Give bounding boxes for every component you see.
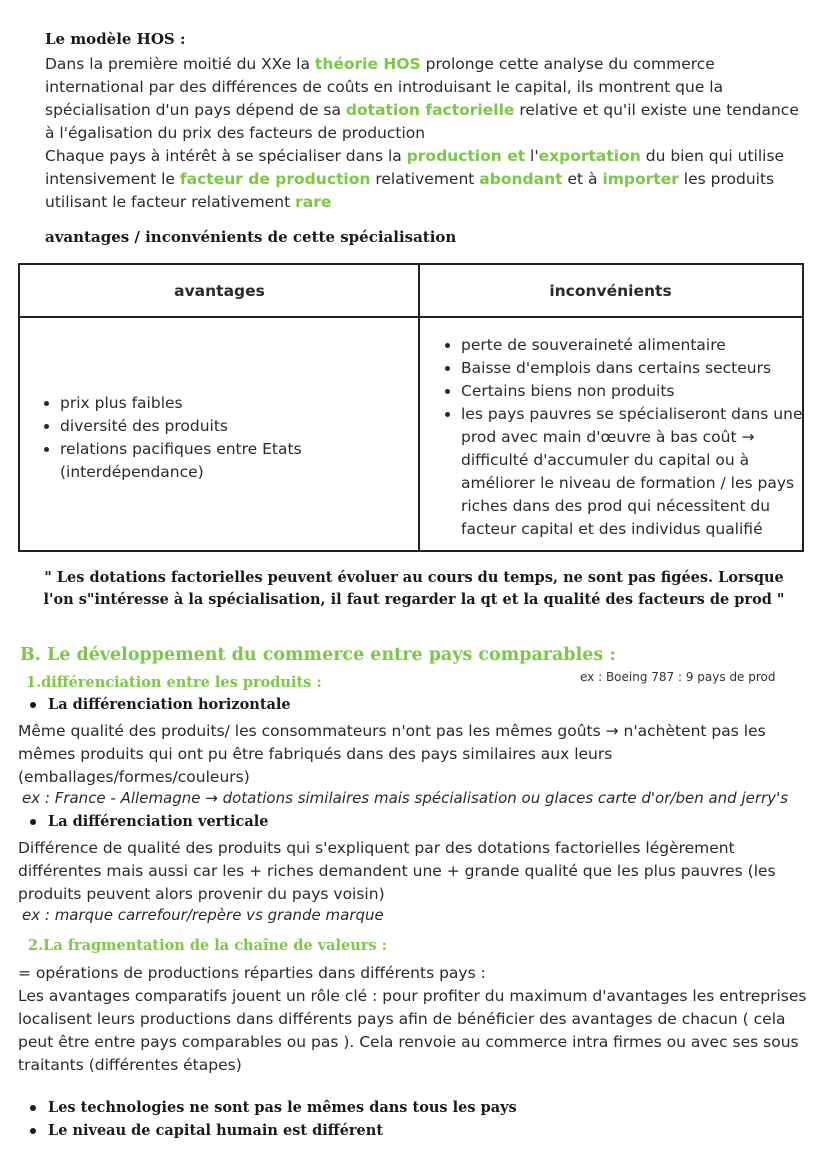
list-item: • relations pacifiques entre Etats (interdépendance) [60, 438, 420, 484]
advantages-list [40, 392, 420, 484]
column-header-disadvantages: inconvénients [419, 265, 802, 318]
fragmentation-text: Les avantages comparatifs jouent un rôle clé : pour profiter du maximum d'avantages les entreprises localisent leurs productions dans différents pays afin de bénéficier des avantages de chacun ( cela peut être entre pays comparables ou pas ). Cela renvoie au commerce intra firmes ou avec ses sous traitants (différentes étapes) [18, 987, 807, 1074]
horizontal-text: Même qualité des produits/ les consommateurs n'ont pas les mêmes goûts → n'achètent pas les mêmes produits qui ont pu être fabriqués dans des pays similaires aux leurs (emballages/formes/couleurs) [18, 722, 766, 786]
text-run: relativement [370, 170, 480, 188]
bullet-icon [30, 1105, 36, 1111]
list-item: • les pays pauvres se spécialiseront dans une prod avec main d'œuvre à bas coût → difficulté d'accumuler du capital ou à améliorer le niveau de formation / les pays riches dans des prod qui nécessitent du facteur capital et des individus qualifié [461, 403, 811, 541]
highlight-production: production et [406, 147, 526, 165]
horizontal-example: ex : France - Allemagne → dotations similaires mais spécialisation ou glaces carte d'or/ben and jerry's [22, 789, 789, 807]
text-run: les produits utilisant le facteur relativement [45, 170, 775, 211]
horizontal-heading [30, 696, 291, 713]
column-header-advantages: avantages [20, 265, 419, 318]
hos-paragraph-1 [45, 53, 805, 145]
text-run: Chaque pays à intérêt à se spécialiser dans la [45, 147, 407, 165]
bullet-text: Le niveau de capital humain est différent [48, 1122, 384, 1139]
advantages-section-title: avantages / inconvénients de cette spécialisation [45, 228, 457, 246]
highlight-facteur: facteur de production [179, 170, 371, 188]
vertical-text: Différence de qualité des produits qui s'expliquent par des dotations factorielles légèrement différentes mais aussi car les + riches demandent une + grande qualité que les plus pauvres (les produits peuvent alors provenir du pays voisin) [18, 839, 776, 903]
text-run: et à [562, 170, 603, 188]
side-note: ex : Boeing 787 : 9 pays de prod [580, 670, 776, 684]
subsection-1-title: 1.différenciation entre les produits : [26, 674, 322, 691]
hos-section-title: Le modèle HOS : [45, 30, 186, 48]
list-item: • prix plus faibles [60, 392, 420, 415]
hos-paragraph [45, 53, 805, 214]
disadvantages-list [441, 334, 811, 541]
advantages-table [18, 263, 804, 552]
quote: " Les dotations factorielles peuvent évoluer au cours du temps, ne sont pas figées. Lorsque l'on s"intéresse à la spécialisation, il faut regarder la qt et la qualité des facteurs de prod " [43, 569, 785, 608]
highlight-rare: rare [295, 193, 332, 211]
text-run: l' [525, 147, 539, 165]
highlight-importer: importer [602, 170, 679, 188]
fragmentation-definition: = opérations de productions réparties dans différents pays : [18, 964, 486, 982]
text-run: prolonge cette analyse du commerce international par des différences de coûts en introduisant le capital, ils montrent que la spécialisation d'un pays dépend de sa [45, 55, 724, 119]
highlight-abondant: abondant [479, 170, 563, 188]
final-bullet [30, 1099, 517, 1116]
heading-text: La différenciation verticale [48, 813, 269, 830]
text-run: du bien qui utilise intensivement le [45, 147, 785, 188]
subsection-2-title: 2.La fragmentation de la chaîne de valeurs : [28, 937, 388, 954]
vertical-example: ex : marque carrefour/repère vs grande marque [22, 906, 384, 924]
list-item: • perte de souveraineté alimentaire [461, 334, 811, 357]
heading-text: La différenciation horizontale [48, 696, 291, 713]
bullet-icon [30, 1128, 36, 1134]
list-item: • Certains biens non produits [461, 380, 811, 403]
highlight-exportation: exportation [538, 147, 641, 165]
final-bullet [30, 1122, 383, 1139]
text-run: Dans la première moitié du XXe la [45, 55, 315, 73]
text-run: relative et qu'il existe une tendance à l'égalisation du prix des facteurs de production [45, 101, 799, 142]
bullet-text: Les technologies ne sont pas le mêmes dans tous les pays [48, 1099, 517, 1116]
list-item: • Baisse d'emplois dans certains secteurs [461, 357, 811, 380]
bullet-icon [30, 702, 36, 708]
list-item: • diversité des produits [60, 415, 420, 438]
section-b-title: B. Le développement du commerce entre pays comparables : [20, 645, 616, 665]
highlight-dotation: dotation factorielle [345, 101, 515, 119]
highlight-theorie-hos: théorie HOS [314, 55, 421, 73]
hos-paragraph-2 [45, 145, 805, 214]
vertical-heading [30, 813, 268, 830]
bullet-icon [30, 819, 36, 825]
